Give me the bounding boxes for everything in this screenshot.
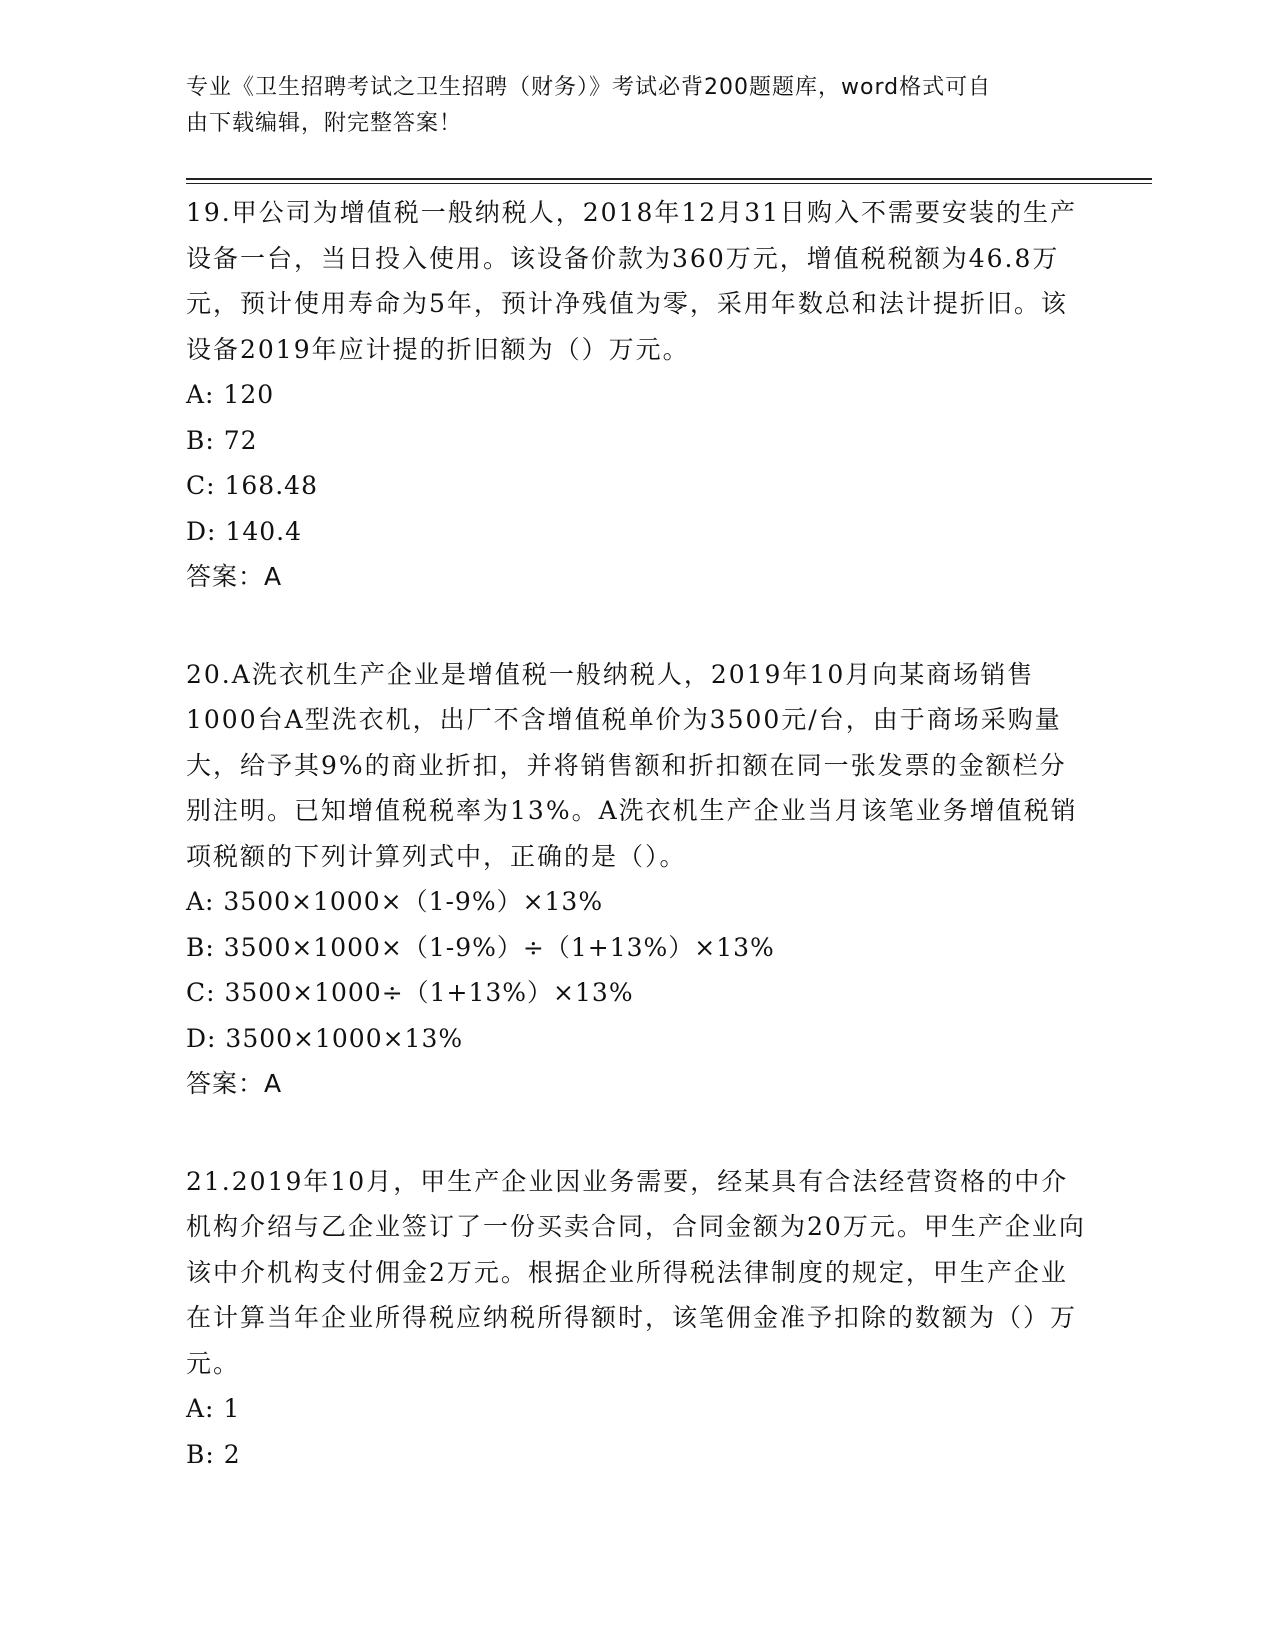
option-a: A: 120 [186,380,275,409]
option-b: B: 3500×1000×（1-9%）÷（1+13%）×13% [186,932,775,962]
option-c: C: 168.48 [186,471,318,500]
question-21 [186,1159,1086,1478]
question-list [186,190,1086,1529]
question-20 [186,652,1086,1107]
question-stem: 20.A洗衣机生产企业是增值税一般纳税人，2019年10月向某商场销售1000台A型洗衣机，出厂不含增值税单价为3500元/台，由于商场采购量大，给予其9%的商业折扣，并将销售额和折扣额在同一张发票的金额栏分别注明。已知增值税税率为13%。A洗衣机生产企业当月该笔业务增值税销项税额的下列计算列式中，正确的是（）。 [186,659,1078,871]
header-line-1: 专业《卫生招聘考试之卫生招聘（财务）》考试必背200题题库，word格式可自 [186,75,992,100]
document-header [186,70,1066,142]
answer-line: 答案：A [186,562,283,591]
option-a: A: 1 [186,1394,241,1423]
question-stem: 19.甲公司为增值税一般纳税人，2018年12月31日购入不需要安装的生产设备一台，当日投入使用。该设备价款为360万元，增值税税额为46.8万元，预计使用寿命为5年，预计净残值为零，采用年数总和法计提折旧。该设备2019年应计提的折旧额为（）万元。 [186,198,1078,364]
option-c: C: 3500×1000÷（1+13%）×13% [186,978,634,1007]
option-d: D: 140.4 [186,516,302,546]
answer-line: 答案：A [186,1069,283,1098]
option-b: B: 2 [186,1439,241,1469]
option-b: B: 72 [186,425,258,455]
question-stem: 21.2019年10月，甲生产企业因业务需要，经某具有合法经营资格的中介机构介绍与乙企业签订了一份买卖合同，合同金额为20万元。甲生产企业向该中介机构支付佣金2万元。根据企业所得税法律制度的规定，甲生产企业在计算当年企业所得税应纳税所得额时，该笔佣金准予扣除的数额为（）万元。 [186,1166,1086,1378]
header-divider-thick [186,178,1152,180]
header-divider-thin [186,183,1152,184]
option-a: A: 3500×1000×（1-9%）×13% [186,887,604,916]
question-19 [186,190,1086,600]
header-line-2: 由下载编辑，附完整答案！ [186,111,463,136]
option-d: D: 3500×1000×13% [186,1023,464,1053]
